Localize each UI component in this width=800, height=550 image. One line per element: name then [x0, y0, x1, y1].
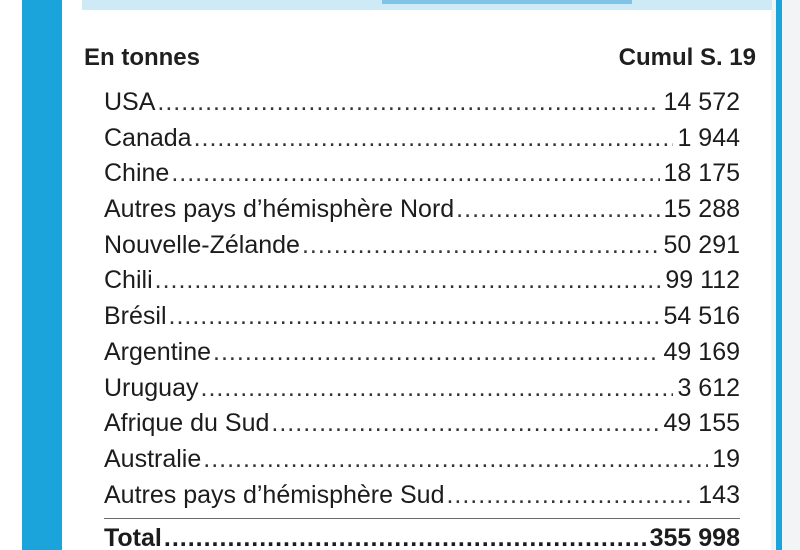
row-value: 1 944: [677, 123, 740, 152]
table-row: [104, 88, 740, 124]
table-header: [84, 44, 756, 74]
row-value: 54 516: [663, 302, 740, 331]
row-value: 14 572: [663, 88, 740, 116]
table-row: [104, 338, 740, 374]
row-label: Chine: [104, 159, 170, 188]
row-value: 15 288: [663, 195, 740, 224]
table-row: [104, 159, 740, 195]
dot-leader: [446, 481, 694, 510]
table-row: [104, 445, 740, 481]
row-label: Nouvelle-Zélande: [104, 230, 300, 259]
dot-leader: [155, 266, 662, 295]
total-divider: [104, 518, 740, 519]
row-label: Argentine: [104, 337, 212, 366]
row-value: 49 155: [663, 409, 740, 438]
row-value: 19: [712, 444, 740, 473]
table-row: [104, 409, 740, 445]
row-label: Uruguay: [104, 373, 199, 402]
total-label: Total: [104, 524, 162, 550]
dot-leader: [201, 374, 674, 403]
table-row: [104, 124, 740, 160]
row-label: Brésil: [104, 302, 167, 331]
dot-leader: [203, 445, 708, 474]
country-list: [104, 88, 740, 516]
table-row: [104, 374, 740, 410]
table-row: [104, 231, 740, 267]
dot-leader: [169, 302, 660, 331]
table-row: [104, 266, 740, 302]
row-label: Chili: [104, 266, 153, 295]
row-value: 18 175: [663, 159, 740, 188]
total-value: 355 998: [649, 524, 740, 550]
row-label: Autres pays d’hémisphère Nord: [104, 195, 455, 224]
dot-leader: [171, 159, 659, 188]
column-header-cumul: Cumul S. 19: [618, 44, 756, 71]
row-label: USA: [104, 88, 156, 116]
table-row: [104, 302, 740, 338]
dot-leader: [164, 524, 646, 550]
unit-label: En tonnes: [84, 44, 201, 71]
dot-leader: [271, 409, 659, 438]
row-label: Australie: [104, 444, 202, 473]
dot-leader: [213, 338, 660, 367]
right-accent-border: [776, 0, 782, 550]
row-value: 143: [698, 480, 740, 509]
row-value: 50 291: [663, 230, 740, 259]
left-accent-border: [22, 0, 62, 550]
dot-leader: [456, 195, 659, 224]
row-label: Canada: [104, 123, 192, 152]
row-label: Afrique du Sud: [104, 409, 270, 438]
dot-leader: [157, 88, 659, 117]
table-row: [104, 195, 740, 231]
row-value: 3 612: [677, 373, 740, 402]
table-row: [104, 481, 740, 517]
top-title-band-fragment: [382, 0, 632, 4]
row-label: Autres pays d’hémisphère Sud: [104, 480, 445, 509]
dot-leader: [302, 231, 660, 260]
dot-leader: [194, 124, 674, 153]
row-value: 99 112: [665, 266, 740, 295]
row-value: 49 169: [663, 337, 740, 366]
total-row: [104, 524, 740, 550]
top-title-band: [82, 0, 772, 10]
